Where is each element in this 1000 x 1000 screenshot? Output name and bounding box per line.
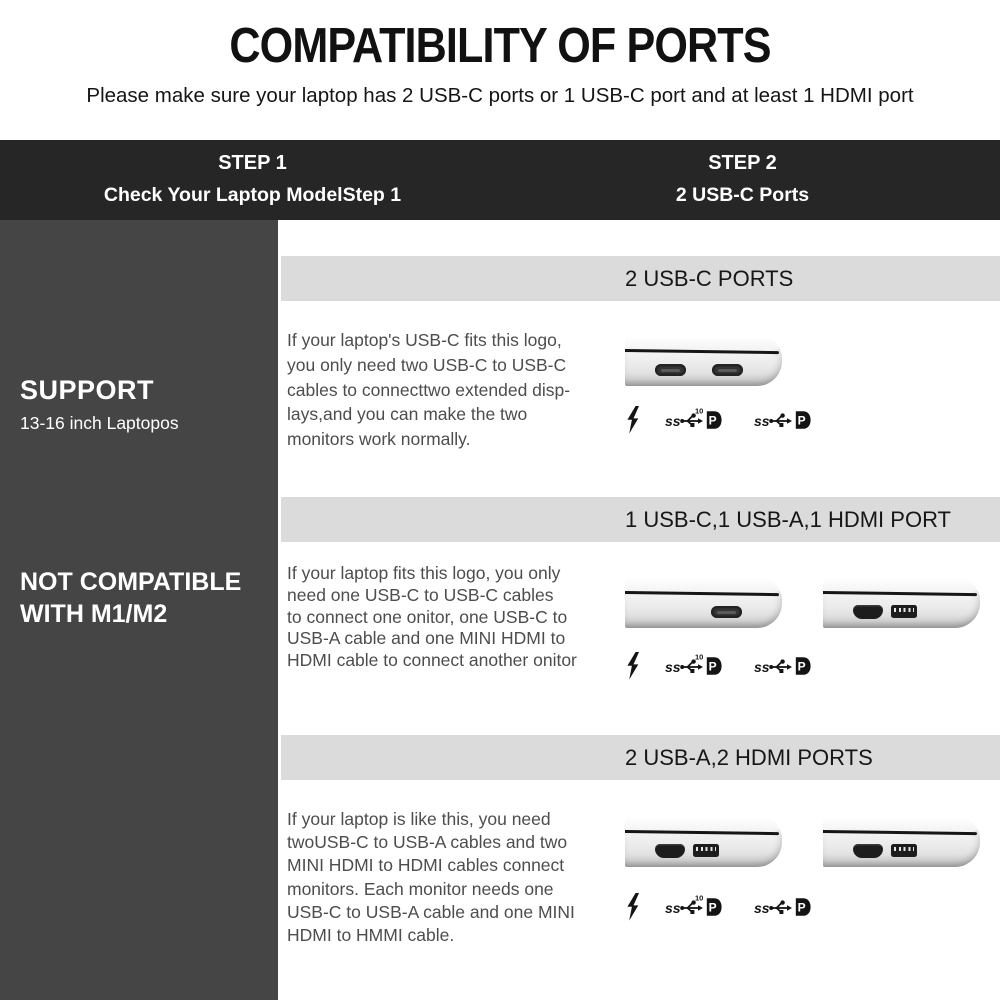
svg-text:ss: ss — [754, 900, 770, 916]
hdmi-port — [655, 844, 685, 858]
thunderbolt-icon — [626, 652, 640, 680]
step2-label: STEP 2 — [708, 152, 777, 174]
svg-text:P: P — [797, 413, 806, 428]
displayport-icon — [794, 410, 812, 430]
section3-paragraph — [287, 808, 575, 947]
paragraph-line: to connect one onitor, one USB-C to — [287, 606, 568, 627]
paragraph-line: MINI HDMI to HDMI cables connect — [287, 855, 565, 876]
usbc-port — [711, 606, 742, 618]
paragraph-line: If your laptop's USB-C fits this logo, — [287, 330, 562, 350]
svg-text:P: P — [708, 900, 717, 915]
laptop-hdmi-usba-image — [823, 578, 980, 628]
svg-text:P: P — [708, 659, 717, 674]
not-compatible-line1: NOT COMPATIBLE — [20, 568, 242, 596]
section3-header-bar — [281, 735, 1000, 780]
sidebar — [0, 220, 278, 1000]
not-compatible-line2: WITH M1/M2 — [20, 600, 168, 628]
step1-column — [0, 140, 505, 220]
paragraph-line: HDMI cable to connect another onitor — [287, 650, 577, 671]
laptop-edge — [625, 578, 782, 628]
laptop-1usbc-image — [625, 578, 782, 628]
page-title: COMPATIBILITY OF PORTS — [229, 19, 771, 73]
usba-port — [693, 844, 719, 857]
laptop-hinge-line — [823, 591, 977, 596]
section3-header-label: 2 USB-A,2 HDMI PORTS — [625, 745, 873, 770]
support-title: SUPPORT — [20, 375, 155, 405]
laptop-hdmi-usba-image — [625, 817, 782, 867]
laptop-hinge-line — [625, 591, 779, 596]
paragraph-line: USB-C to USB-A cable and one MINI — [287, 901, 575, 922]
displayport-icon — [705, 897, 723, 917]
step1-caption: Check Your Laptop ModelStep 1 — [103, 184, 402, 206]
hdmi-port — [853, 605, 883, 619]
svg-text:10: 10 — [695, 407, 704, 416]
paragraph-line: If your laptop is like this, you need — [287, 809, 551, 829]
paragraph-line: HDMI to HMMI cable. — [287, 925, 455, 946]
usbc-port — [712, 364, 743, 376]
thunderbolt-icon — [626, 893, 640, 921]
svg-text:ss: ss — [665, 900, 681, 916]
step2-column — [505, 140, 980, 220]
thunderbolt-icon — [626, 406, 640, 434]
usb-ss-displayport-logo — [754, 894, 812, 920]
steps-bar — [0, 140, 1000, 220]
laptop-lid — [625, 578, 782, 591]
paragraph-line: monitors. Each monitor needs one — [287, 878, 554, 899]
displayport-icon — [794, 897, 812, 917]
paragraph-line: cables to connecttwo extended disp- — [287, 379, 571, 400]
paragraph-line: need one USB-C to USB-C cables — [287, 584, 554, 605]
laptop-hinge-line — [625, 349, 779, 354]
laptop-edge — [823, 578, 980, 628]
paragraph-line: USB-A cable and one MINI HDMI to — [287, 628, 566, 649]
paragraph-line: If your laptop fits this logo, you only — [287, 563, 561, 583]
displayport-icon — [705, 410, 723, 430]
paragraph-line: lays,and you can make the two — [287, 404, 528, 425]
page-subtitle: Please make sure your laptop has 2 USB-C ports or 1 USB-C port and at least 1 HDMI port — [86, 84, 914, 107]
usba-port — [891, 605, 917, 618]
laptop-edge — [625, 817, 782, 867]
support-caption: 13-16 inch Laptopos — [20, 413, 179, 433]
section2-header-label: 1 USB-C,1 USB-A,1 HDMI PORT — [625, 507, 951, 532]
laptop-edge — [823, 817, 980, 867]
usb-ss10-icon — [665, 407, 705, 433]
usba-port — [891, 844, 917, 857]
usb-ss10-displayport-logo — [665, 407, 723, 433]
section2-paragraph — [287, 563, 577, 672]
svg-text:10: 10 — [695, 894, 704, 903]
laptop-edge — [625, 336, 782, 386]
svg-text:10: 10 — [695, 653, 704, 662]
laptop-hdmi-usba-image — [823, 817, 980, 867]
usbc-port — [655, 364, 686, 376]
section1-header-label: 2 USB-C PORTS — [625, 266, 794, 291]
step1-label: STEP 1 — [218, 152, 287, 174]
svg-text:P: P — [797, 659, 806, 674]
laptop-lid — [625, 817, 782, 830]
usb-ss-icon — [754, 653, 794, 679]
svg-text:ss: ss — [665, 413, 681, 429]
svg-text:P: P — [797, 900, 806, 915]
laptop-hinge-line — [823, 830, 977, 835]
usb-ss10-displayport-logo — [665, 653, 723, 679]
usb-ss-displayport-logo — [754, 407, 812, 433]
usb-ss-icon — [754, 407, 794, 433]
svg-text:P: P — [708, 413, 717, 428]
laptop-lid — [625, 336, 782, 349]
paragraph-line: monitors work normally. — [287, 429, 471, 450]
port-logos-row — [626, 651, 812, 681]
usb-ss10-icon — [665, 653, 705, 679]
usb-ss-icon — [754, 894, 794, 920]
usb-ss10-icon — [665, 894, 705, 920]
displayport-icon — [794, 656, 812, 676]
section1-paragraph — [287, 328, 570, 452]
hdmi-port — [853, 844, 883, 858]
usb-ss10-displayport-logo — [665, 894, 723, 920]
section2-header-bar — [281, 497, 1000, 542]
laptop-2usbc-image — [625, 336, 782, 386]
svg-text:ss: ss — [665, 659, 681, 675]
laptop-hinge-line — [625, 830, 779, 835]
port-logos-row — [626, 892, 812, 922]
section1-header-bar — [281, 256, 1000, 301]
paragraph-line: twoUSB-C to USB-A cables and two — [287, 832, 568, 853]
port-logos-row — [626, 405, 812, 435]
svg-text:ss: ss — [754, 413, 770, 429]
svg-text:ss: ss — [754, 659, 770, 675]
usb-ss-displayport-logo — [754, 653, 812, 679]
laptop-lid — [823, 578, 980, 591]
displayport-icon — [705, 656, 723, 676]
step2-caption: 2 USB-C Ports — [675, 184, 810, 206]
paragraph-line: you only need two USB-C to USB-C — [287, 354, 567, 375]
laptop-lid — [823, 817, 980, 830]
